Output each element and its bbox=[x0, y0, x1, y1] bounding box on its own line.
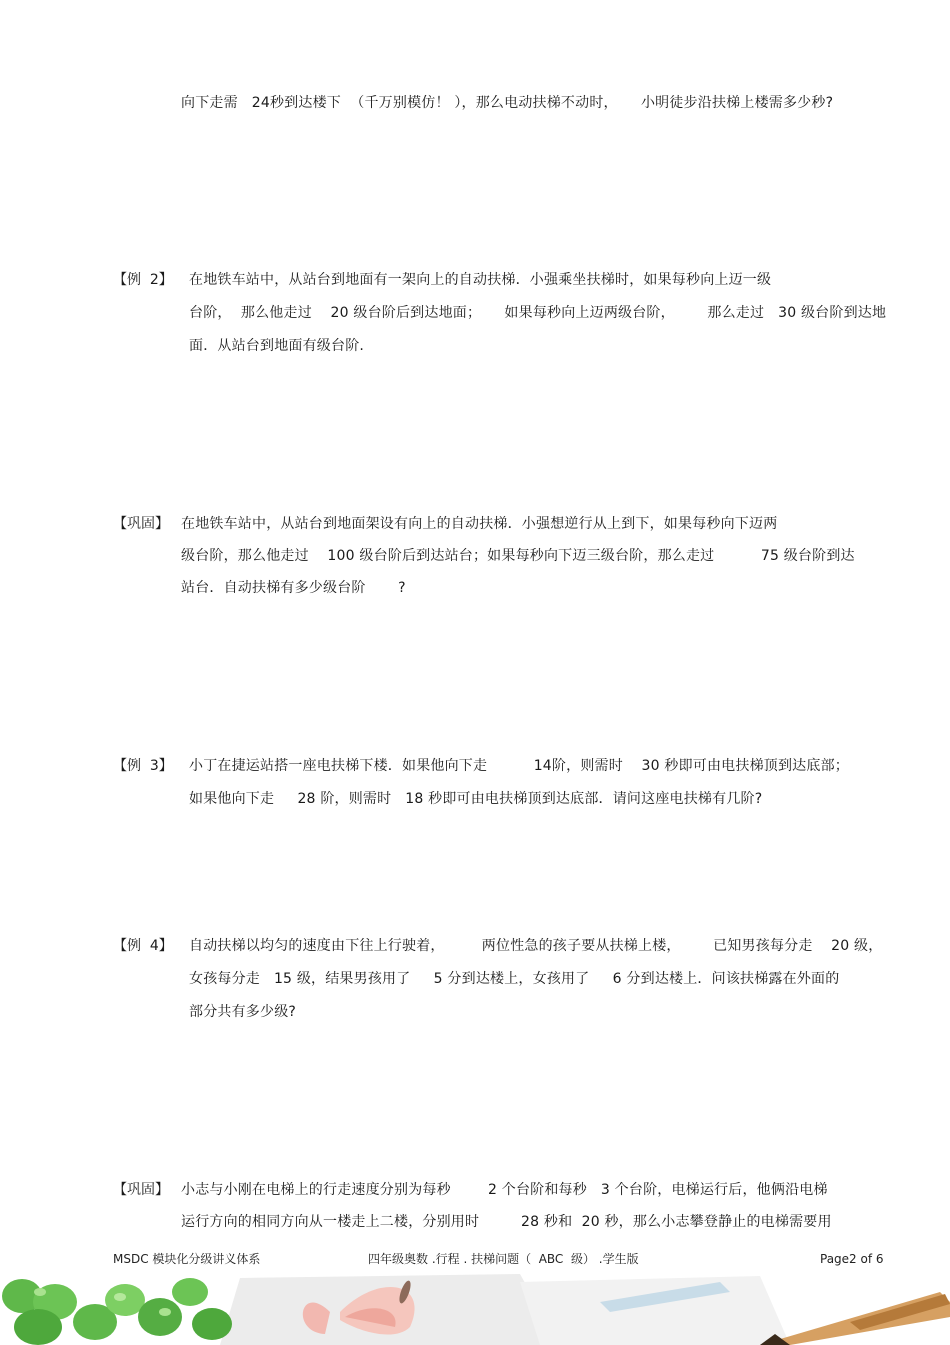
footer-series-name: MSDC 模块化分级讲义体系 bbox=[113, 1252, 261, 1266]
example-4-line-2: 女孩每分走 15 级，结果男孩用了 5 分到达楼上，女孩用了 6 分到达楼上．问该扶梯露在外面的 bbox=[189, 971, 840, 987]
footer-page-number: Page2 of 6 bbox=[820, 1252, 884, 1266]
consolidate-1-line-1: 在地铁车站中，从站台到地面架设有向上的自动扶梯．小强想逆行从上到下，如果每秒向下迈两 bbox=[181, 516, 778, 532]
intro-question-line: 向下走需 24秒到达楼下 （千万别模仿！ ），那么电动扶梯不动时， 小明徒步沿扶梯上楼需多少秒? bbox=[181, 95, 834, 111]
example-3-line-1: 小丁在捷运站搭一座电扶梯下楼．如果他向下走 14阶，则需时 30 秒即可由电扶梯顶到达底部； bbox=[189, 758, 849, 774]
consolidate-1-line-3: 站台．自动扶梯有多少级台阶 ? bbox=[181, 580, 406, 596]
consolidate-2-tag: 【巩固】 bbox=[113, 1182, 169, 1198]
consolidate-1-line-2: 级台阶，那么他走过 100 级台阶后到达站台；如果每秒向下迈三级台阶，那么走过 75 级台阶到达 bbox=[181, 548, 855, 564]
consolidate-1-tag: 【巩固】 bbox=[113, 516, 169, 532]
example-4-line-1: 自动扶梯以均匀的速度由下往上行驶着， 两位性急的孩子要从扶梯上楼， 已知男孩每分走 20 级， bbox=[189, 938, 883, 954]
consolidate-2-line-2: 运行方向的相同方向从一楼走上二楼，分别用时 28 秒和 20 秒，那么小志攀登静止的电梯需要用 bbox=[181, 1214, 832, 1230]
example-2-line-2: 台阶， 那么他走过 20 级台阶后到达地面； 如果每秒向上迈两级台阶， 那么走过 30 级台阶到达地 bbox=[189, 305, 887, 321]
example-2-tag: 【例 2】 bbox=[113, 272, 173, 288]
example-3-line-2: 如果他向下走 28 阶，则需时 18 秒即可由电扶梯顶到达底部．请问这座电扶梯有几阶? bbox=[189, 791, 763, 807]
decorative-footer-banner bbox=[0, 1272, 950, 1345]
example-3-tag: 【例 3】 bbox=[113, 758, 173, 774]
example-4-tag: 【例 4】 bbox=[113, 938, 173, 954]
consolidate-2-line-1: 小志与小刚在电梯上的行走速度分别为每秒 2 个台阶和每秒 3 个台阶，电梯运行后，他俩沿电梯 bbox=[181, 1182, 828, 1198]
example-2-line-3: 面．从站台到地面有级台阶. bbox=[189, 338, 365, 354]
example-4-line-3: 部分共有多少级? bbox=[189, 1004, 297, 1020]
footer-chapter-title: 四年级奥数 .行程 . 扶梯问题（ ABC 级） .学生版 bbox=[368, 1252, 639, 1266]
example-2-line-1: 在地铁车站中，从站台到地面有一架向上的自动扶梯．小强乘坐扶梯时，如果每秒向上迈一级 bbox=[189, 272, 772, 288]
